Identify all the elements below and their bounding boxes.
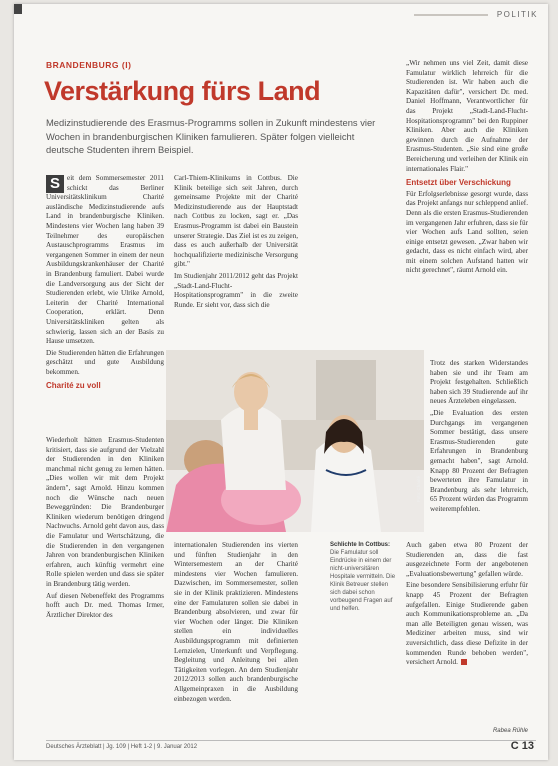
photo-caption — [330, 541, 400, 613]
paragraph: internationalen Studierenden ins vierten und fünften Studienjahr in den Wintersemestern an der Charité mindestens vier Wochen famulieren. Dazwischen, im Sommersemester, sollen sie in der Klinik praktizieren. Mindestens eine der Famulaturen sollen sie dabei in Brandenburg absolvieren, und zwar für vier Wochen oder länger. Die Kliniken stellen ein individuelles Ausbildungsprogramm mit definierten Lernzielen, Unterkunft und Verpflegung. Begleitung und Anleitung bei allen Tätigkeiten vorlegen. An dem Studienjahr 2012/2013 sollen auch brandenburgische Allgemeinpraxen in die Ausbildung einbezogen werden. — [174, 541, 298, 703]
column-2 — [174, 174, 298, 312]
footer-publication: Deutsches Ärzteblatt | Jg. 109 | Heft 1-2 | 9. Januar 2012 — [46, 744, 198, 750]
paragraph: Die Studierenden hätten die Erfahrungen geschätzt und gute Ausbildung bekommen. — [46, 348, 164, 376]
column-3-bottom — [406, 541, 528, 670]
paragraph: Carl-Thiem-Klinikums in Cottbus. Die Klinik beteilige sich seit Jahren, durch gemeinsame Projekte mit der Charité Medizinstudierende aus der Hauptstadt nach Cottbus zu locken, sagt er. „Das Erasmus-Programm ist dabei ein Baustein unserer Strategie. Das Ziel ist es zu zeigen, dass es auch außerhalb der Universität hochqualifizierte medizinische Versorgung gibt." — [174, 174, 298, 269]
column-3-lower — [430, 359, 528, 517]
corner-mark — [14, 4, 22, 14]
caption-text: Die Famulatur soll Eindrücke in einem der nicht-universitären Hospitale vermitteln. Die Klinik Betreuer stellen sich dabei schon vorbeugend Fragen auf und helfen. — [330, 550, 396, 612]
photo-credit: Foto: Charité — [416, 475, 421, 502]
dropcap: S — [46, 175, 64, 193]
article-kicker: BRANDENBURG (I) — [46, 60, 132, 70]
column-1-lower — [46, 436, 164, 622]
ressort-label: POLITIK — [496, 10, 538, 19]
paragraph: „Wir nehmen uns viel Zeit, damit diese Famulatur wirklich lehrreich für die Studierenden ist. Wir haben auch die Kapazitäten dafür", versichert Dr. med. Daniel Hoffmann, Verantwortlicher für das Projekt „Stadt-Land-Flucht-Hospitationsprogramm" bei den Ruppiner Kliniken. Aber auch die Kliniken gewinnen durch die Aufnahme der Erasmus-Studenten. „Sie sind eine große Bereicherung und verleihen der Klinik ein internationales Flair." — [406, 59, 528, 173]
paragraph: Trotz des starken Widerstandes haben sie und ihr Team am Projekt festgehalten. Schließlich haben sich 39 Studierende auf ihr neues Ärzteleben eingelassen. — [430, 359, 528, 406]
paragraph: Für Erfolgserlebnisse gesorgt wurde, dass das Projekt anfangs nur schleppend anlief. Denn als die ersten Erasmus-Studierenden im vergangenen Jahr erfuhren, dass sie für vier Wochen aufs Land sollten, seien einige entsetzt gewesen. „Zwar haben wir gedacht, dass es nicht einfach wird, aber mit einem solchen Aufstand hatten wir nicht gerechnet", räumt Arnold ein. — [406, 189, 528, 275]
end-mark — [461, 659, 467, 665]
column-3 — [406, 59, 528, 278]
paragraph: Eine besondere Sensibilisierung erfuhr für knapp 45 Prozent der Befragten aufgefallen. Einige Studierende gaben auch Kommunikationsprobleme an. „Da man alle Beteiligten genau wissen, was Mediziner arbeiten muss, sind wir zuversichtlich, dass diese Defizite in der kommenden Runde behoben werden", versichert Arnold. — [406, 581, 528, 667]
article-lead: Medizinstudierende des Erasmus-Programms sollen in Zukunft mindestens vier Wochen in brandenburgischen Kliniken famulieren. Später folgen vielleicht deutsche Studenten ihrem Beispiel. — [46, 117, 376, 155]
caption-title: Schlichte In Cottbus: — [330, 542, 390, 548]
paragraph: Im Studienjahr 2011/2012 geht das Projekt „Stadt-Land-Flucht-Hospitationsprogramm" in die zweite Runde. Er sieht vor, dass sich die — [174, 271, 298, 309]
column-2-lower — [174, 541, 298, 706]
page-number: C 13 — [510, 740, 534, 752]
subhead-charite: Charité zu voll — [46, 381, 101, 391]
paragraph: Auf diesen Nebeneffekt des Programms hofft auch Dr. med. Thomas Irmer, Ärztlicher Direktor des — [46, 591, 164, 619]
article-author: Rabea Rühle — [492, 728, 528, 734]
paragraph: „Die Evaluation des ersten Durchgangs im vergangenen Sommer bestätigt, dass unsere Erasmus-Studierenden gute Erfahrungen in Brandenburg gemacht haben", sagt Arnold. Knapp 80 Prozent der Befragten bewerteten ihre Famulatur in Brandenburg als sehr lehrreich, 65 Prozent würden das Programm weiterempfehlen. — [430, 408, 528, 513]
photo-illustration — [166, 350, 424, 532]
ressort-rule — [414, 14, 488, 16]
footer-rule — [46, 740, 536, 741]
column-1 — [46, 174, 164, 393]
article-photo — [166, 350, 424, 532]
article-headline: Verstärkung fürs Land — [44, 76, 321, 106]
paragraph: Wiederholt hätten Erasmus-Studenten kritisiert, dass sie aufgrund der Vielzahl der Studierenden in den Kliniken manchmal nicht genug zu lernen hätten. „Dies wollen wir mit dem Projekt ändern", sagt Arnold. Hinzu kommen noch die Wünsche nach neuen Beweggründen: Die Brandenburger Kliniken wiederum benötigen dringend Nachwuchs. Arnold geht davon aus, dass die Famulatur und Wertschätzung, die die Studierenden in den vergangenen Jahren von brandenburgischen Kliniken erfahren, auch künftig vermehrt eine Rolle spielen werden und dass sie später in Brandenburg tätig werden. — [46, 436, 164, 588]
paragraph: S eit dem Sommersemester 2011 schickt das Berliner Universitätsklinikum Charité ausländische Medizinstudierende aufs Land in brandenburgische Kliniken. Mindestens vier Wochen lang haben 39 Teilnehmer des europäischen Austauschprogramms Erasmus im vergangenen Sommer in einem der neun Ausbildungskrankenhäuser der Charité in Brandenburg famuliert. Dabei wurde die Landversorgung aus der Sicht der Studierenden erlebt, wie Ulrike Arnold, Leiterin der Charité International Cooperation, erklärt. Denn Universitätskliniken gelten als schwierig, lassen sich an der Basis zu Hause umsetzen. — [46, 174, 164, 346]
paragraph: Auch gaben etwa 80 Prozent der Studierenden an, dass die fast ausgezeichnete Form der angebotenen „Evaluationsbewertung" gefallen würde. — [406, 541, 528, 578]
magazine-page — [14, 4, 548, 760]
subhead-verschickung: Entsetzt über Verschickung — [406, 178, 511, 188]
